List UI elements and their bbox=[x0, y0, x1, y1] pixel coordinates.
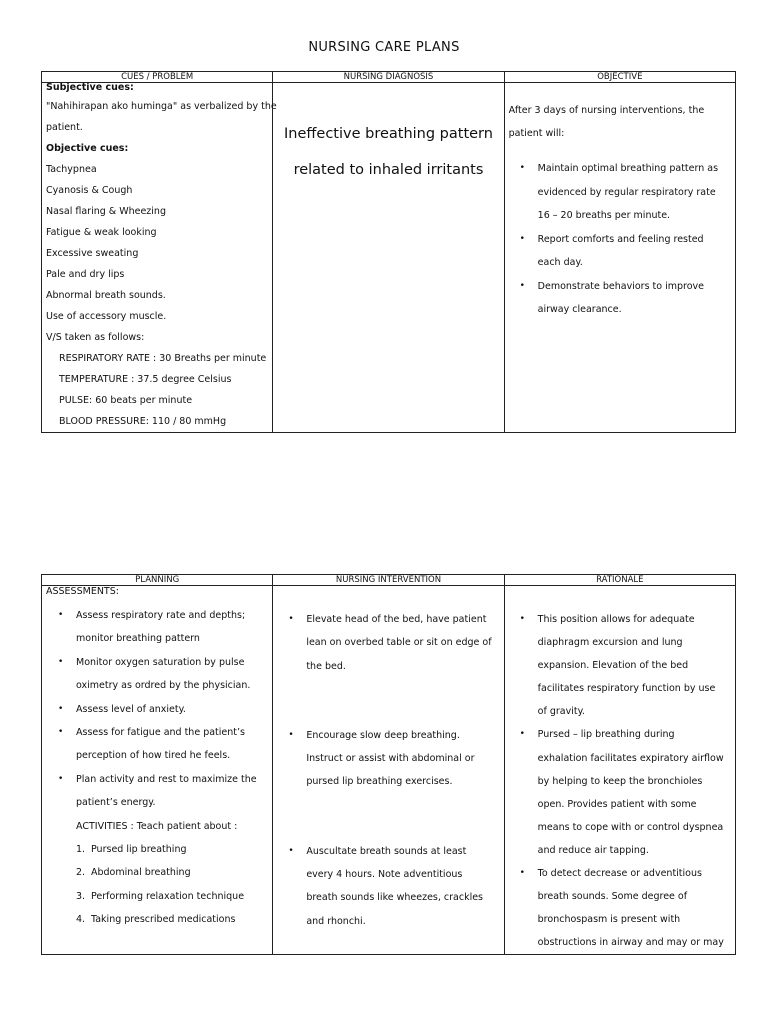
bullet-icon: • bbox=[288, 614, 294, 624]
intervention-cell bbox=[273, 586, 504, 955]
bullet-icon: • bbox=[58, 610, 64, 620]
activity-item: 3. Performing relaxation technique bbox=[76, 890, 245, 902]
activity-item: 4. Taking prescribed medications bbox=[76, 914, 236, 926]
rationale-cell bbox=[504, 586, 735, 955]
diagnosis-line: Ineffective breathing pattern bbox=[284, 126, 493, 142]
objective-cue-item: Excessive sweating bbox=[46, 248, 139, 259]
objective-bullet: • Report comforts and feeling rested each day. bbox=[538, 228, 735, 275]
rationale-bullet: • This position allows for adequate diaphragm excursion and lung expansion. Elevation of the bed facilitates respiratory function by use of gravity. bbox=[538, 608, 735, 723]
bullet-icon: • bbox=[288, 845, 294, 856]
bullet-icon: • bbox=[58, 656, 64, 667]
planning-bullet: • Assess level of anxiety. bbox=[76, 698, 272, 721]
assessments-heading: ASSESSMENTS: bbox=[46, 586, 119, 597]
planning-cell bbox=[42, 586, 273, 955]
bullet-icon: • bbox=[288, 729, 294, 740]
planning-bullet: • Monitor oxygen saturation by pulse oximetry as ordred by the physician. bbox=[76, 651, 272, 698]
header-cues-problem: CUES / PROBLEM bbox=[42, 72, 273, 83]
objective-cue-item: Use of accessory muscle. bbox=[46, 311, 167, 322]
bullet-icon: • bbox=[58, 703, 64, 714]
header-nursing-intervention: NURSING INTERVENTION bbox=[273, 575, 504, 586]
subjective-cue-line: "Nahihirapan ako huminga" as verbalized by the bbox=[46, 101, 277, 112]
vital-sign: BLOOD PRESSURE: 110 / 80 mmHg bbox=[59, 416, 227, 427]
objective-cue-item: Pale and dry lips bbox=[46, 269, 125, 280]
diagnosis-cell bbox=[273, 83, 504, 433]
objective-bullet: • Demonstrate behaviors to improve airway clearance. bbox=[538, 275, 735, 322]
cues-cell bbox=[42, 82, 277, 433]
activity-item: 1. Pursed lip breathing bbox=[76, 844, 187, 856]
care-plan-table-assessment bbox=[41, 71, 736, 433]
bullet-icon: • bbox=[58, 727, 64, 738]
care-plan-table-interventions bbox=[41, 574, 736, 955]
bullet-icon: • bbox=[519, 868, 525, 879]
intervention-bullet: • Elevate head of the bed, have patient lean on overbed table or sit on edge of the bed. bbox=[306, 608, 503, 678]
rationale-bullet: • Pursed – lip breathing during exhalation facilitates expiratory airflow by helping to keep the bronchioles open. Provides patient with some means to cope with or control dyspnea and reduce air tapping. bbox=[538, 723, 735, 862]
objective-bullet: • Maintain optimal breathing pattern as evidenced by regular respiratory rate 16 – 20 breaths per minute. bbox=[538, 157, 735, 228]
subjective-cue-line: patient. bbox=[46, 122, 83, 133]
objective-intro: After 3 days of nursing interventions, the bbox=[508, 105, 705, 116]
objective-cell bbox=[504, 83, 735, 433]
header-nursing-diagnosis: NURSING DIAGNOSIS bbox=[273, 72, 504, 83]
objective-cue-item: Cyanosis & Cough bbox=[46, 185, 133, 196]
objective-cue-item: Fatigue & weak looking bbox=[46, 227, 157, 238]
diagnosis-line: related to inhaled irritants bbox=[293, 162, 484, 178]
bullet-icon: • bbox=[519, 729, 525, 740]
header-rationale: RATIONALE bbox=[504, 575, 735, 586]
header-planning: PLANNING bbox=[42, 575, 273, 586]
planning-bullet: • Plan activity and rest to maximize the patient’s energy. bbox=[76, 768, 272, 815]
subjective-cues-heading: Subjective cues: bbox=[46, 82, 134, 93]
planning-bullet: • Assess for fatigue and the patient’s perception of how tired he feels. bbox=[76, 721, 272, 768]
activity-item: 2. Abdominal breathing bbox=[76, 867, 191, 879]
vital-sign: RESPIRATORY RATE : 30 Breaths per minute bbox=[59, 353, 267, 364]
bullet-icon: • bbox=[519, 280, 525, 291]
objective-cue-item: Abnormal breath sounds. bbox=[46, 290, 166, 301]
intervention-bullet: • Encourage slow deep breathing. Instruct or assist with abdominal or pursed lip breathing exercises. bbox=[306, 724, 503, 794]
vital-sign: PULSE: 60 beats per minute bbox=[59, 395, 193, 406]
objective-cue-item: Tachypnea bbox=[46, 164, 97, 175]
activities-heading: ACTIVITIES : Teach patient about : bbox=[76, 820, 238, 832]
vital-sign: TEMPERATURE : 37.5 degree Celsius bbox=[59, 374, 232, 385]
bullet-icon: • bbox=[519, 614, 525, 624]
objective-intro: patient will: bbox=[508, 128, 565, 139]
bullet-icon: • bbox=[519, 233, 525, 244]
bullet-icon: • bbox=[519, 163, 525, 173]
planning-bullet: • Assess respiratory rate and depths; monitor breathing pattern bbox=[76, 604, 272, 651]
bullet-icon: • bbox=[58, 773, 64, 784]
header-objective: OBJECTIVE bbox=[504, 72, 735, 83]
intervention-bullet: • Auscultate breath sounds at least every 4 hours. Note adventitious breath sounds like wheezes, crackles and rhonchi. bbox=[306, 840, 503, 933]
page-title: NURSING CARE PLANS bbox=[308, 40, 460, 55]
objective-cues-heading: Objective cues: bbox=[46, 143, 129, 154]
rationale-bullet: • To detect decrease or adventitious breath sounds. Some degree of bronchospasm is present with obstructions in airway and may or may bbox=[538, 862, 735, 954]
objective-cue-item: Nasal flaring & Wheezing bbox=[46, 206, 166, 217]
objective-cue-item: V/S taken as follows: bbox=[46, 332, 145, 343]
